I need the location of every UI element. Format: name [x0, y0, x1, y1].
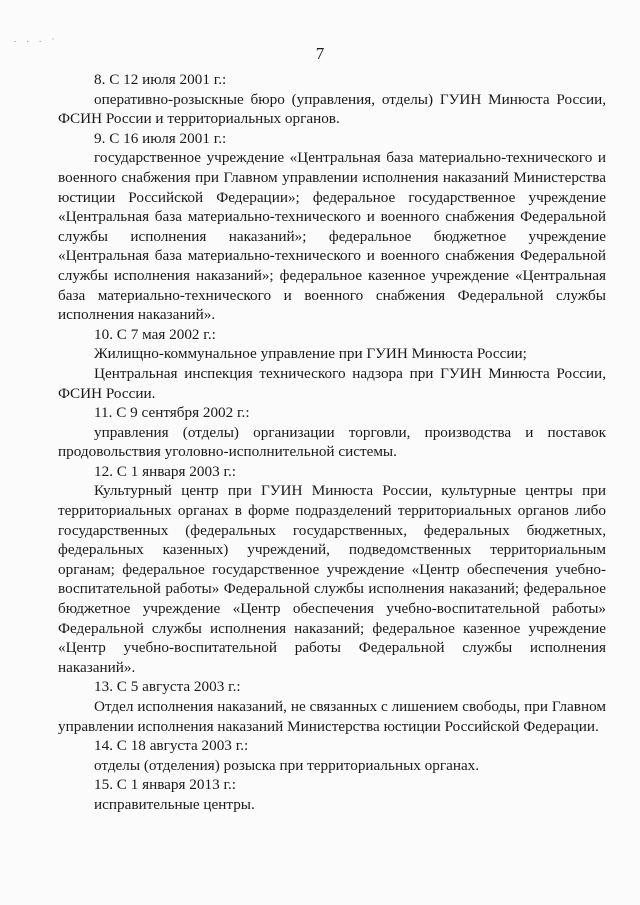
page-number: 7 [315, 44, 325, 63]
list-item [58, 677, 606, 736]
item-text: Культурный центр при ГУИН Минюста России, культурные центры при территориальных органах в форме подразделений территориальных органов либо государственных (федеральных государственных, федеральных бюджетных, федеральных казенных) учреждений, подведомственных территориальным органам; федеральное государственное учреждение «Центр обеспечения учебно-воспитательной работы» Федеральной службы исполнения наказаний; федеральное бюджетное учреждение «Центр обеспечения учебно-воспитательной работы» Федеральной службы исполнения наказаний; федеральное казенное учреждение «Центр учебно-воспитательной работы Федеральной службы исполнения наказаний». [58, 482, 606, 676]
item-date: 11. С 9 сентября 2002 г.: [94, 404, 250, 422]
list-item [58, 129, 606, 325]
list-item [58, 403, 606, 462]
item-text: отделы (отделения) розыска при территориальных органах. [94, 756, 480, 774]
item-date: 8. С 12 июля 2001 г.: [94, 71, 227, 88]
item-text: Отдел исполнения наказаний, не связанных с лишением свободы, при Главном управлении исполнения наказаний Министерства юстиции Российской Федерации. [58, 698, 606, 735]
item-date: 10. С 7 мая 2002 г.: [94, 325, 216, 343]
list-item [58, 325, 606, 403]
list-item [58, 70, 606, 129]
item-text: исправительные центры. [94, 795, 255, 813]
item-date: 9. С 16 июля 2001 г.: [94, 129, 227, 147]
item-text: оперативно-розыскные бюро (управления, отделы) ГУИН Минюста России, ФСИН России и территориальных органов. [58, 90, 606, 128]
scan-artifact-marks: . . . · [14, 34, 59, 44]
list-item [58, 775, 606, 814]
item-text-secondary: Центральная инспекция технического надзора при ГУИН Минюста России, ФСИН России. [58, 364, 606, 402]
item-text: государственное учреждение «Центральная база материально-технического и военного снабжения при Главном управлении исполнения наказаний Министерства юстиции Российской Федерации»; федеральное государственное учреждение «Центральная база материально-технического и военного снабжения Федеральной службы исполнения наказаний»; федеральное бюджетное учреждение «Центральная база материально-технического и военного снабжения Федеральной службы исполнения наказаний»; федеральное казенное учреждение «Центральная база материально-технического и военного снабжения Федеральной службы исполнения наказаний». [58, 149, 606, 324]
item-text: Жилищно-коммунальное управление при ГУИН Минюста России; [94, 345, 527, 363]
document-body [58, 70, 606, 815]
item-text: управления (отделы) организации торговли, производства и поставок продовольствия уголовно-исполнительной системы. [58, 423, 606, 461]
item-date: 14. С 18 августа 2003 г.: [94, 737, 249, 755]
list-item [58, 736, 606, 775]
item-date: 13. С 5 августа 2003 г.: [94, 678, 241, 696]
item-date: 15. С 1 января 2013 г.: [94, 776, 237, 794]
item-date: 12. С 1 января 2003 г.: [94, 462, 237, 480]
list-item [58, 462, 606, 678]
